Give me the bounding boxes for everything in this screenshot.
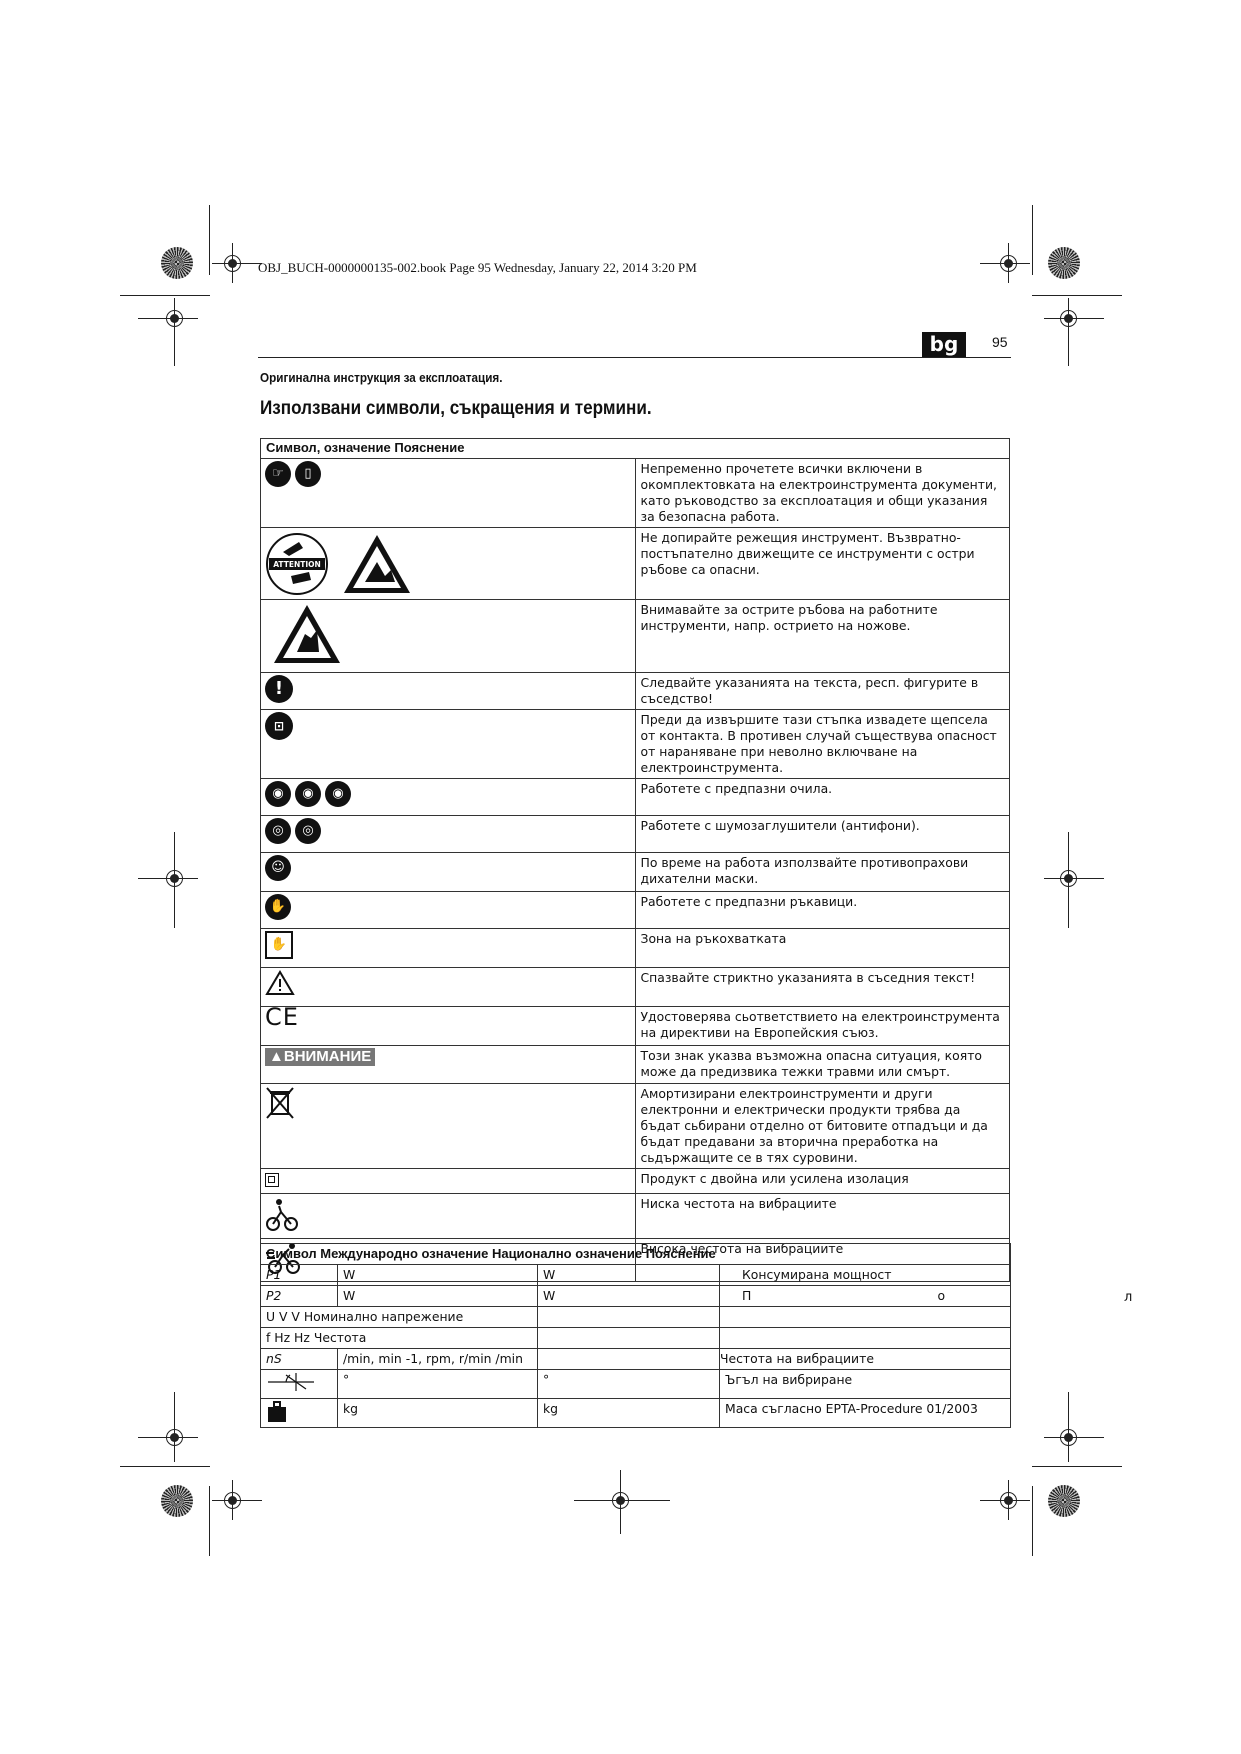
cell bbox=[720, 1307, 1011, 1328]
low-vibration-icon bbox=[265, 1196, 299, 1232]
row-text: По време на работа използвайте противопрахови дихателни маски. bbox=[635, 853, 1010, 892]
earplugs-icon: ◎ bbox=[295, 818, 321, 844]
cell: Ъгъл на вибриране bbox=[720, 1370, 1011, 1399]
cell: Маса съгласно EPTA-Procedure 01/2003 bbox=[720, 1399, 1011, 1428]
warning-badge bbox=[265, 1048, 375, 1066]
crop-line bbox=[1032, 1466, 1122, 1467]
registration-sunburst-bottom-right bbox=[1048, 1485, 1080, 1517]
crop-line bbox=[209, 1486, 210, 1556]
crop-line bbox=[1032, 205, 1033, 275]
warning-triangle-icon bbox=[265, 970, 295, 996]
cell-text: П bbox=[742, 1288, 752, 1303]
cell: f Hz Hz Честота bbox=[261, 1328, 538, 1349]
crop-line bbox=[209, 205, 210, 275]
cell-text-trailing: о bbox=[937, 1288, 946, 1303]
cell bbox=[538, 1307, 720, 1328]
table-header-row bbox=[261, 439, 1010, 459]
page-number: 95 bbox=[992, 334, 1008, 350]
table-row bbox=[261, 1084, 1010, 1169]
weee-bin-icon bbox=[265, 1086, 295, 1120]
angle-icon bbox=[266, 1371, 316, 1393]
table-row bbox=[261, 1007, 1010, 1046]
row-text: Ниска честота на вибрациите bbox=[635, 1194, 1010, 1239]
sharp-edges-warning-icon bbox=[271, 602, 343, 666]
double-insulation-icon bbox=[265, 1173, 279, 1187]
table-row bbox=[261, 779, 1010, 816]
read-manual-icons bbox=[265, 461, 631, 487]
cell bbox=[538, 1328, 720, 1349]
cell bbox=[720, 1328, 1011, 1349]
row-text: Работете с предпазни очила. bbox=[635, 779, 1010, 816]
earmuffs-icon: ◎ bbox=[265, 818, 291, 844]
ce-mark-icon: CE bbox=[265, 1003, 299, 1031]
table-row bbox=[261, 853, 1010, 892]
registration-sunburst-top-right bbox=[1048, 247, 1080, 279]
row-text: Продукт с двойна или усилена изолация bbox=[635, 1169, 1010, 1194]
row-text: Преди да извършите тази стъпка извадете щепсела от контакта. В противен случай съществува опасност от нараняване при неволно включване на електроинструмента. bbox=[635, 710, 1010, 779]
registration-sunburst-top-left bbox=[161, 247, 193, 279]
warning-badge-label: ВНИМАНИЕ bbox=[283, 1048, 372, 1065]
cell bbox=[261, 1399, 338, 1428]
cell: U V V Номинално напрежение bbox=[261, 1307, 538, 1328]
attention-label: ATTENTION bbox=[273, 560, 321, 569]
weight-icon bbox=[266, 1400, 288, 1422]
sharp-tool-warning-icon bbox=[341, 532, 413, 596]
row-text: Удостоверява сьответствието на електроинструмента на директиви на Европейския съюз. bbox=[635, 1007, 1010, 1046]
cell bbox=[538, 1349, 720, 1370]
attention-cutting-icons bbox=[265, 530, 631, 596]
row-text: Работете с шумозаглушители (антифони). bbox=[635, 816, 1010, 853]
cell bbox=[720, 1286, 1011, 1307]
row-text: Работете с предпазни ръкавици. bbox=[635, 892, 1010, 929]
table-row bbox=[261, 968, 1010, 1007]
registration-sunburst-bottom-left bbox=[161, 1485, 193, 1517]
ear-protection-icons bbox=[265, 818, 631, 844]
cell: W bbox=[338, 1265, 538, 1286]
exclamation-icon: ! bbox=[265, 675, 293, 703]
table-row bbox=[261, 929, 1010, 968]
symbols-table bbox=[260, 438, 1010, 1282]
cell: W bbox=[338, 1286, 538, 1307]
file-info: OBJ_BUCH-0000000135-002.book Page 95 Wednesday, January 22, 2014 3:20 PM bbox=[258, 260, 697, 275]
cell: kg bbox=[538, 1399, 720, 1428]
dust-mask-icon: ☺ bbox=[265, 855, 291, 881]
cell: W bbox=[538, 1265, 720, 1286]
row-text: Следвайте указанията на текста, респ. фигурите в съседство! bbox=[635, 673, 1010, 710]
table-header: Символ, означение Пояснение bbox=[261, 439, 1010, 459]
cell: Честота на вибрациите bbox=[720, 1349, 1011, 1370]
row-text: Този знак указва възможна опасна ситуация, която може да предизвика тежки травми или смърт. bbox=[635, 1046, 1010, 1084]
attention-disc-icon bbox=[265, 532, 329, 596]
table-row bbox=[261, 1370, 1011, 1399]
unplug-icon: ⊡ bbox=[265, 712, 293, 740]
open-book-icon: ▯ bbox=[295, 461, 321, 487]
table-row bbox=[261, 1328, 1011, 1349]
row-text: Амортизирани електроинструменти и други електронни и електрически продукти трябва да бъдат сьбирани отделно от битовите отпадъци и да бъдат предавани за вторична преработка на сьдържащите се в тях суровини. bbox=[635, 1084, 1010, 1169]
row-text: Не допирайте режещия инструмент. Възвратно-постъпателно движещите се инструменти с остри ръбове са опасни. bbox=[635, 528, 1010, 600]
cell: ° bbox=[338, 1370, 538, 1399]
safety-goggles-icons bbox=[265, 781, 631, 807]
table-row bbox=[261, 1349, 1011, 1370]
symbol-p2: P2 bbox=[261, 1286, 338, 1307]
table-row bbox=[261, 1194, 1010, 1239]
grip-zone-icon: ✋ bbox=[265, 931, 293, 959]
table-row bbox=[261, 459, 1010, 528]
crop-line bbox=[1032, 1486, 1033, 1556]
cell: ° bbox=[538, 1370, 720, 1399]
header-rule bbox=[258, 357, 1011, 358]
table-row bbox=[261, 1265, 1011, 1286]
cell bbox=[261, 1370, 338, 1399]
table-row bbox=[261, 673, 1010, 710]
cell: W bbox=[538, 1286, 720, 1307]
units-table bbox=[260, 1243, 1011, 1428]
face-shield-icon: ◉ bbox=[295, 781, 321, 807]
table-header: Символ Международно означение Национално означение Пояснение bbox=[261, 1244, 1011, 1265]
table-row bbox=[261, 528, 1010, 600]
table-header-row bbox=[261, 1244, 1011, 1265]
stray-character: л bbox=[1124, 1290, 1133, 1305]
crop-line bbox=[120, 295, 210, 296]
table-row bbox=[261, 1169, 1010, 1194]
row-text: Внимавайте за острите ръбова на работните инструменти, напр. острието на ножове. bbox=[635, 600, 1010, 673]
row-text: Висока честота на вибрациите bbox=[635, 1239, 1010, 1282]
crop-line bbox=[1032, 295, 1122, 296]
table-row bbox=[261, 1286, 1011, 1307]
cell: kg bbox=[338, 1399, 538, 1428]
goggles-icon: ◉ bbox=[265, 781, 291, 807]
document-title: Използвани символи, съкращения и термини. bbox=[260, 398, 652, 419]
crop-line bbox=[120, 1466, 210, 1467]
table-row bbox=[261, 892, 1010, 929]
table-row bbox=[261, 816, 1010, 853]
warning-badge-triangle-icon: ▲ bbox=[269, 1048, 284, 1065]
row-text: Спазвайте стриктно указанията в съседния текст! bbox=[635, 968, 1010, 1007]
table-row bbox=[261, 710, 1010, 779]
language-badge: bg bbox=[922, 332, 966, 357]
cell: /min, min -1, rpm, r/min /min bbox=[338, 1349, 538, 1370]
cell: Консумирана мощност bbox=[720, 1265, 1011, 1286]
manual-person-icon: ☞ bbox=[265, 461, 291, 487]
document-subtitle: Оригинална инструкция за експлоатация. bbox=[260, 370, 503, 385]
row-text: Непременно прочетете всички включени в окомплектовката на електроинструмента документи, като ръководство за експлоатация и общи указания за безопасна работа. bbox=[635, 459, 1010, 528]
table-row bbox=[261, 1399, 1011, 1428]
safety-glasses-icon: ◉ bbox=[325, 781, 351, 807]
row-text: Зона на ръкохватката bbox=[635, 929, 1010, 968]
symbol-ns: nS bbox=[261, 1349, 338, 1370]
table-row bbox=[261, 600, 1010, 673]
table-row bbox=[261, 1307, 1011, 1328]
gloves-icon: ✋ bbox=[265, 894, 291, 920]
symbol-p1: P1 bbox=[261, 1265, 338, 1286]
table-row bbox=[261, 1046, 1010, 1084]
